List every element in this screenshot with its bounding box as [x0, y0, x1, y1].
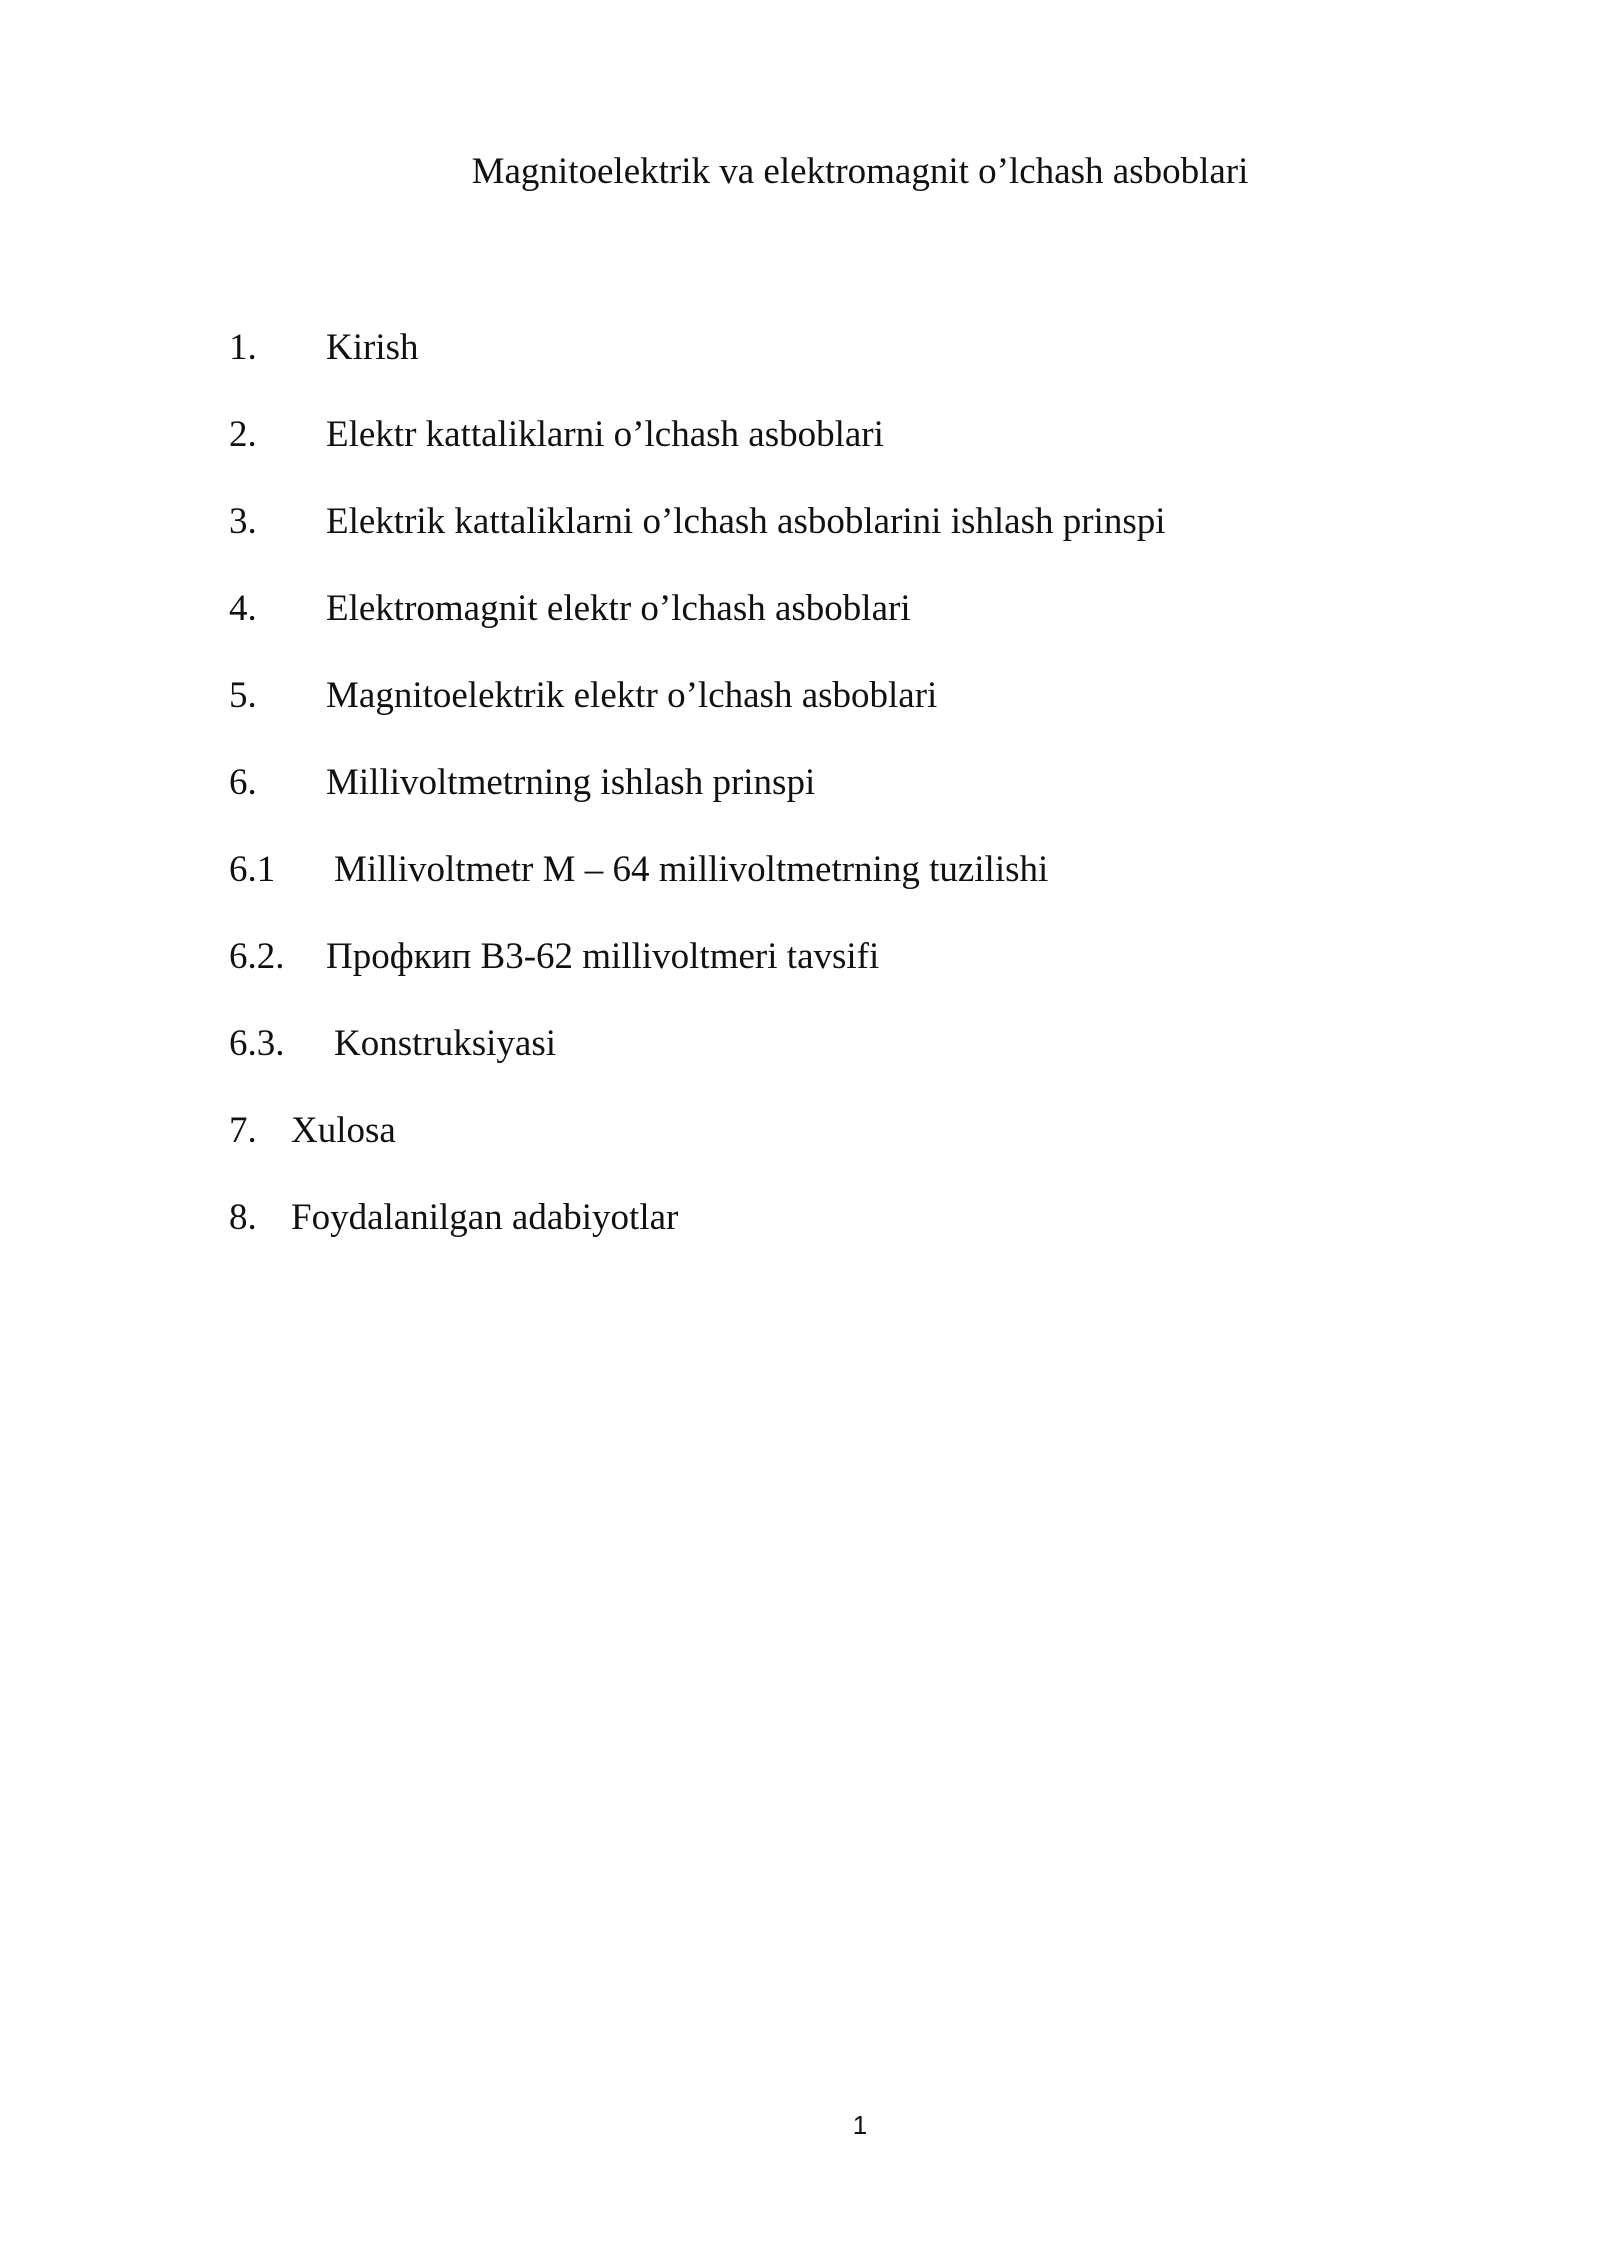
toc-item-text: Elektr kattaliklarni o’lchash asboblari: [326, 414, 884, 455]
toc-item-number: 6.3.: [229, 1023, 285, 1064]
toc-item-text: Xulosa: [291, 1110, 396, 1151]
toc-item-number: 6.1: [229, 849, 276, 890]
document-title: Magnitoelektrik va elektromagnit o’lchash asboblari: [471, 151, 1249, 192]
toc-item-number: 1.: [229, 327, 257, 368]
toc-item-text: Профкип В3-62 millivoltmeri tavsifi: [326, 936, 880, 977]
toc-item-number: 8.: [229, 1197, 257, 1238]
toc-item-text: Millivoltmetrning ishlash prinspi: [326, 762, 816, 803]
toc-item-number: 5.: [229, 675, 257, 716]
toc-item-number: 4.: [229, 588, 257, 629]
toc-item-text: Konstruksiyasi: [334, 1023, 556, 1064]
toc-item-number: 6.2.: [229, 936, 285, 977]
toc-item-number: 6.: [229, 762, 257, 803]
toc-item-number: 7.: [229, 1110, 257, 1151]
toc-item-text: Elektromagnit elektr o’lchash asboblari: [326, 588, 911, 629]
toc-item-text: Elektrik kattaliklarni o’lchash asboblarini ishlash prinspi: [326, 501, 1166, 542]
toc-item-number: 2.: [229, 414, 257, 455]
toc-item-number: 3.: [229, 501, 257, 542]
toc-item-text: Foydalanilgan adabiyotlar: [291, 1197, 679, 1238]
page-number: 1: [852, 2110, 868, 2140]
toc-item-text: Kirish: [326, 327, 419, 368]
toc-item-text: Millivoltmetr M – 64 millivoltmetrning tuzilishi: [334, 849, 1049, 890]
toc-item-text: Magnitoelektrik elektr o’lchash asboblari: [326, 675, 938, 716]
